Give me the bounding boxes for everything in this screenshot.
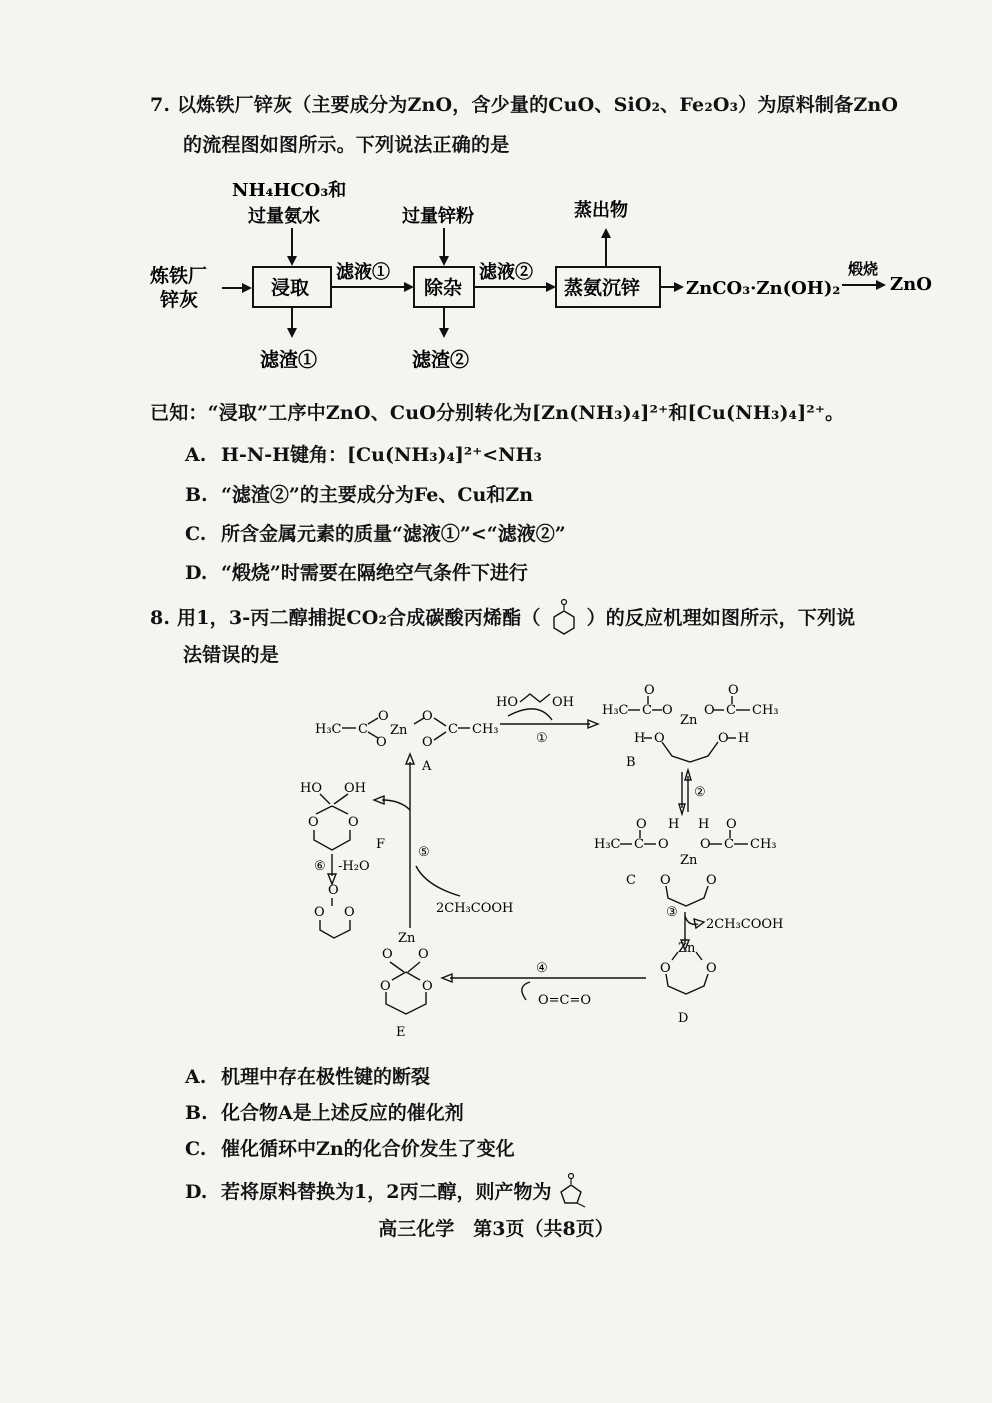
- step6-water: -H₂O: [338, 859, 370, 874]
- label-f: F: [376, 837, 386, 852]
- flow-reagent1-line1: NH₄HCO₃和: [232, 180, 347, 201]
- flow-calcine-label: 煅烧: [848, 260, 879, 278]
- q8-mechanism-diagram: [290, 680, 810, 1045]
- option-text: H-N-H键角：[Cu(NH₃)₄]²⁺<NH₃: [221, 444, 542, 466]
- svg-text:H: H: [698, 817, 710, 832]
- compound-f: [300, 781, 366, 850]
- compound-b: [602, 683, 779, 762]
- option-label: D.: [185, 1181, 208, 1203]
- compound-e: [380, 931, 433, 1014]
- flow-filtrate1: 滤液①: [336, 262, 390, 283]
- step3-byproduct: 2CH₃COOH: [706, 917, 784, 932]
- svg-text:O: O: [422, 709, 433, 724]
- option-label: A.: [185, 1066, 207, 1088]
- option-label: A.: [185, 444, 207, 466]
- step4-label: ④: [536, 961, 548, 976]
- flow-step1-label: 浸取: [271, 277, 310, 299]
- svg-text:Zn: Zn: [390, 723, 408, 738]
- label-e: E: [396, 1025, 406, 1040]
- svg-text:O: O: [376, 735, 387, 750]
- flow-step3-label: 蒸氨沉锌: [564, 277, 641, 299]
- svg-text:CH₃: CH₃: [472, 722, 499, 737]
- flow-arrowhead-reagent1: [287, 256, 297, 266]
- step6-label: ⑥: [314, 859, 326, 874]
- svg-text:O: O: [644, 683, 655, 698]
- flow-distillate: 蒸出物: [574, 200, 628, 221]
- flow-input-line2: 锌灰: [160, 289, 199, 311]
- option-text: 若将原料替换为1，2丙二醇，则产物为: [221, 1181, 552, 1203]
- svg-text:H₃C: H₃C: [602, 703, 629, 718]
- svg-text:O: O: [422, 735, 433, 750]
- q8-stem-line2: 法错误的是: [183, 644, 280, 666]
- label-d: D: [678, 1011, 689, 1026]
- q8-option-c[interactable]: [185, 1134, 515, 1161]
- svg-text:O: O: [314, 905, 325, 920]
- step1-label: ①: [536, 731, 548, 746]
- svg-text:Zn: Zn: [398, 931, 416, 946]
- svg-text:O: O: [706, 873, 717, 888]
- q7-option-d[interactable]: [185, 558, 528, 585]
- flow-arrowhead-reagent2: [439, 256, 449, 266]
- svg-text:O: O: [700, 837, 711, 852]
- svg-text:Zn: Zn: [680, 713, 698, 728]
- svg-text:O: O: [660, 873, 671, 888]
- svg-text:O: O: [660, 961, 671, 976]
- svg-text:O: O: [344, 905, 355, 920]
- diol-chain: [520, 694, 550, 702]
- svg-text:O: O: [422, 979, 433, 994]
- flow-residue1: 滤渣①: [260, 349, 318, 371]
- svg-text:O: O: [728, 683, 739, 698]
- svg-text:Zn: Zn: [678, 941, 696, 956]
- option-text: “煅烧”时需要在隔绝空气条件下进行: [221, 562, 528, 584]
- svg-text:H: H: [738, 731, 750, 746]
- svg-text:O: O: [726, 817, 737, 832]
- svg-text:O: O: [308, 815, 319, 830]
- svg-text:O: O: [658, 837, 669, 852]
- svg-text:O: O: [328, 883, 339, 898]
- label-c: C: [626, 873, 636, 888]
- option-text: 机理中存在极性键的断裂: [221, 1066, 431, 1088]
- svg-text:H: H: [634, 731, 646, 746]
- svg-text:CH₃: CH₃: [752, 703, 779, 718]
- option-label: B.: [185, 1102, 208, 1124]
- q8-stem-part2: ）的反应机理如图所示，下列说: [586, 607, 856, 629]
- q7-option-c[interactable]: [185, 519, 566, 546]
- compound-a: [315, 709, 499, 750]
- option-text: 催化循环中Zn的化合价发生了变化: [221, 1138, 515, 1160]
- svg-text:O: O: [382, 947, 393, 962]
- svg-text:O: O: [704, 703, 715, 718]
- flow-arrowhead-product1: [674, 282, 684, 292]
- option-label: B.: [185, 484, 208, 506]
- flow-input-line1: 炼铁厂: [150, 265, 208, 287]
- q7-stem-line2: 的流程图如图所示。下列说法正确的是: [183, 134, 510, 156]
- flow-residue2: 滤渣②: [412, 349, 470, 371]
- svg-text:C: C: [726, 703, 736, 718]
- step3-label: ③: [666, 905, 678, 920]
- option-label: C.: [185, 523, 207, 545]
- flow-filtrate2: 滤液②: [479, 262, 533, 283]
- flow-arrowhead-distillate: [601, 228, 611, 238]
- svg-text:O: O: [718, 731, 729, 746]
- flow-arrowhead-residue2: [439, 328, 449, 338]
- flow-arrowhead-filtrate1: [404, 282, 414, 292]
- q8-option-b[interactable]: [185, 1098, 464, 1125]
- q8-stem-line1: [150, 598, 855, 636]
- compound-c: [594, 817, 777, 906]
- flow-product1: ZnCO₃·Zn(OH)₂: [686, 278, 841, 299]
- option-label: C.: [185, 1138, 207, 1160]
- flow-product2: ZnO: [890, 274, 932, 295]
- option-label: D.: [185, 562, 208, 584]
- flow-arrowhead-calcine: [876, 280, 886, 290]
- q8-option-d[interactable]: [185, 1172, 593, 1208]
- option-text: “滤渣②”的主要成分为Fe、Cu和Zn: [221, 484, 534, 506]
- q7-flowchart: [140, 170, 960, 380]
- flow-step2-label: 除杂: [424, 277, 463, 299]
- diol-label-oh: OH: [552, 695, 574, 710]
- co2-label: O=C=O: [538, 993, 592, 1008]
- five-ring-carbonate-structure: [551, 1172, 593, 1208]
- compound-d: [660, 941, 717, 994]
- svg-text:O: O: [706, 961, 717, 976]
- q7-option-b[interactable]: [185, 480, 533, 507]
- svg-text:C: C: [448, 722, 458, 737]
- q8-option-a[interactable]: [185, 1062, 430, 1089]
- svg-text:C: C: [642, 703, 652, 718]
- diol-label-ho: HO: [496, 695, 518, 710]
- q8-stem-part1: 8. 用1，3-丙二醇捕捉CO₂合成碳酸丙烯酯（: [150, 607, 541, 629]
- q7-stem-line1: 7. 以炼铁厂锌灰（主要成分为ZnO，含少量的CuO、SiO₂、Fe₂O₃）为原料制备ZnO: [150, 94, 899, 116]
- option-text: 化合物A是上述反应的催化剂: [221, 1102, 464, 1124]
- svg-text:OH: OH: [344, 781, 366, 796]
- svg-text:O: O: [348, 815, 359, 830]
- svg-text:H₃C: H₃C: [315, 722, 342, 737]
- step5-label: ⑤: [418, 845, 430, 860]
- flow-reagent1-line2: 过量氨水: [248, 206, 320, 227]
- page-footer: 高三化学 第3页（共8页）: [378, 1218, 614, 1240]
- svg-text:O: O: [662, 703, 673, 718]
- svg-text:C: C: [358, 722, 368, 737]
- flow-arrowhead-input: [242, 283, 252, 293]
- svg-text:H₃C: H₃C: [594, 837, 621, 852]
- label-a: A: [422, 759, 432, 774]
- svg-text:O: O: [380, 979, 391, 994]
- propylene-carbonate-structure: [541, 598, 587, 636]
- product-propylene-carbonate: [314, 883, 355, 938]
- q7-known-text: 已知：“浸取”工序中ZnO、CuO分别转化为[Zn(NH₃)₄]²⁺和[Cu(NH₃)₄]²⁺。: [150, 402, 845, 424]
- arrow-to-f: [382, 800, 410, 810]
- flow-arrowhead-filtrate2: [546, 282, 556, 292]
- option-text: 所含金属元素的质量“滤液①”<“滤液②”: [221, 523, 566, 545]
- svg-text:O: O: [654, 731, 665, 746]
- svg-text:C: C: [724, 837, 734, 852]
- svg-text:Zn: Zn: [680, 853, 698, 868]
- svg-text:H: H: [668, 817, 680, 832]
- q7-option-a[interactable]: [185, 440, 542, 467]
- label-b: B: [626, 755, 636, 770]
- step5-reagent: 2CH₃COOH: [436, 901, 514, 916]
- svg-text:O: O: [378, 709, 389, 724]
- svg-text:HO: HO: [300, 781, 322, 796]
- flow-arrowhead-residue1: [287, 328, 297, 338]
- step2-label: ②: [694, 785, 706, 800]
- svg-text:O: O: [636, 817, 647, 832]
- flow-reagent2: 过量锌粉: [402, 206, 474, 227]
- svg-text:O: O: [418, 947, 429, 962]
- svg-text:C: C: [634, 837, 644, 852]
- svg-text:CH₃: CH₃: [750, 837, 777, 852]
